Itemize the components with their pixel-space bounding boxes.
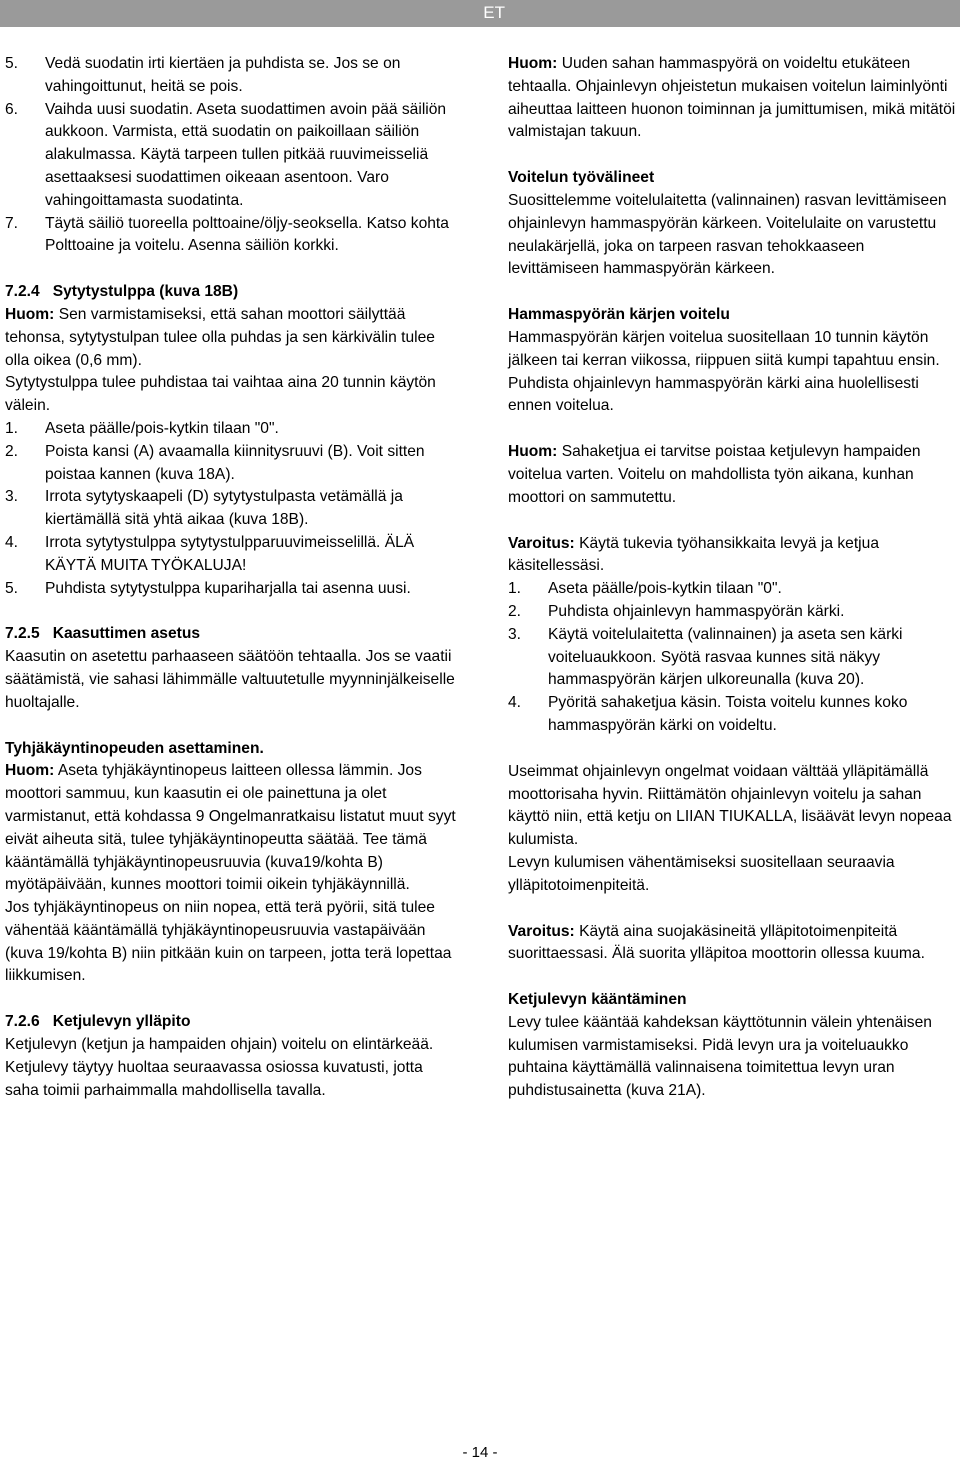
list-item: 2. Poista kansi (A) avaamalla kiinnitysruuvi (B). Voit sitten poistaa kannen (kuva 18A).	[5, 442, 425, 483]
paragraph: Sytytystulppa tulee puhdistaa tai vaihtaa aina 20 tunnin käytön välein.	[5, 374, 436, 415]
paragraph: Ketjulevyn (ketjun ja hampaiden ohjain) voitelu on elintärkeää. Ketjulevy täytyy huoltaa seuraavassa osiossa kuvatusti, jotta saha toimii parhaimmalla mahdollisella tavalla.	[5, 1036, 434, 1099]
warning: Varoitus: Käytä aina suojakäsineitä ylläpitotoimenpiteitä suorittaessasi. Älä suorita ylläpitoa moottorin ollessa kuuma.	[508, 922, 925, 963]
paragraph: Hammaspyörän kärjen voitelua suositellaan 10 tunnin käytön jälkeen tai kerran viikossa, riippuen siitä kumpi tapahtuu ensin. Puhdista ohjainlevyn hammaspyörän kärki aina huolellisesti ennen voitelua.	[508, 328, 940, 415]
paragraph: Levyn kulumisen vähentämiseksi suositellaan seuraavia ylläpitotoimenpiteitä.	[508, 853, 895, 894]
right-column	[508, 53, 956, 1103]
list-item: 2. Puhdista ohjainlevyn hammaspyörän kärki.	[508, 602, 845, 620]
paragraph: Jos tyhjäkäyntinopeus on niin nopea, että terä pyörii, sitä tulee vähentää kääntämällä tyhjäkäyntinopeusruuvia vastapäivään (kuva 19/kohta B) niin pitkään kuin on tarpeen, jotta terä lopettaa liikkumisen.	[5, 899, 452, 985]
steps-top	[5, 53, 460, 258]
list-item: 3. Irrota sytytyskaapeli (D) sytytystulpasta vetämällä ja kiertämällä sitä yhtä aikaa (kuva 18B).	[5, 488, 403, 529]
note: Huom: Sen varmistamiseksi, että sahan moottori säilyttää tehonsa, sytytystulpan tulee olla puhdas ja sen kärkivälin tulee olla oikea (0,6 mm).	[5, 305, 435, 369]
list-item: 3. Käytä voitelulaitetta (valinnainen) ja aseta sen kärki voiteluaukkoon. Syötä rasvaa kunnes sitä näkyy hammaspyörän kärjen ulkoreunalla (kuva 20).	[508, 625, 903, 689]
list-item: 1. Aseta päälle/pois-kytkin tilaan "0".	[5, 419, 279, 437]
subheading: Hammaspyörän kärjen voitelu	[508, 306, 730, 324]
list-item: 7. Täytä säiliö tuoreella polttoaine/öljy-seoksella. Katso kohta Polttoaine ja voitelu. Asenna säiliön korkki.	[5, 214, 449, 255]
paragraph: Useimmat ohjainlevyn ongelmat voidaan välttää ylläpitämällä moottorisaha hyvin. Riittämätön ohjainlevyn voitelu ja sahan käyttö niin, että ketju on LIIAN TIUKALLA, lisäävät levyn nopeaa kulumista.	[508, 762, 952, 849]
list-item: 5. Puhdista sytytystulppa kupariharjalla tai asenna uusi.	[5, 579, 411, 597]
steps-724	[5, 418, 460, 600]
list-item: 4. Pyöritä sahaketjua käsin. Toista voitelu kunnes koko hammaspyörän kärki on voideltu.	[508, 694, 908, 734]
section-heading-724: 7.2.4 Sytytystulppa (kuva 18B)	[5, 283, 239, 301]
subheading: Voitelun työvälineet	[508, 169, 655, 187]
note: Huom: Aseta tyhjäkäyntinopeus laitteen ollessa lämmin. Jos moottori sammuu, kun kaasutin ei ole painettuna ja olet varmistanut, että kohdassa 9 Ongelmanratkaisu listatut muut syyt eivät aiheuta sitä, tulee tyhjäkäyntinopeutta säätää. Tee tämä kääntämällä tyhjäkäyntinopeusruuvia (kuva19/kohta B) myötäpäivään, kunnes moottori toimii oikein tyhjäkäynnillä.	[5, 762, 456, 894]
subheading: Ketjulevyn kääntäminen	[508, 991, 687, 1009]
subheading: Tyhjäkäyntinopeuden asettaminen.	[5, 739, 264, 757]
list-item: 4. Irrota sytytystulppa sytytystulpparuuvimeisselillä. ÄLÄ KÄYTÄ MUITA TYÖKALUJA!	[5, 533, 415, 574]
page-number: - 14 -	[462, 1444, 498, 1461]
paragraph: Levy tulee kääntää kahdeksan käyttötunnin välein yhtenäisen kulumisen varmistamiseksi. Pidä levyn ura ja voiteluaukko puhtaina käyttämällä valinnaisena toimitettua levyn uran puhdistusainetta (kuva 21A).	[508, 1013, 932, 1100]
note: Huom: Uuden sahan hammaspyörä on voideltu etukäteen tehtaalla. Ohjainlevyn ohjeistetun mukaisen voitelun laiminlyönti aiheuttaa laitteen huonon toiminnan ja jumittumisen, mikä mitätöi valmistajan takuun.	[508, 55, 956, 141]
list-item: 5. Vedä suodatin irti kiertäen ja puhdista se. Jos se on vahingoittunut, heitä se pois.	[5, 55, 401, 95]
steps-right	[508, 578, 956, 738]
section-heading-726: 7.2.6 Ketjulevyn ylläpito	[5, 1013, 191, 1031]
list-item: 1. Aseta päälle/pois-kytkin tilaan "0".	[508, 580, 782, 598]
paragraph: Suosittelemme voitelulaitetta (valinnainen) rasvan levittämiseen ohjainlevyn hammaspyörän kärkeen. Voitelulaite on varustettu neulakärjellä, joka on tarpeen rasvan tehokkaaseen levittämiseen hammaspyörän kärkeen.	[508, 191, 947, 278]
paragraph: Kaasutin on asetettu parhaaseen säätöön tehtaalla. Jos se vaatii säätämistä, vie sahasi lähimmälle valtuutetulle myynninjälkeiselle huoltajalle.	[5, 648, 455, 711]
language-code: ET	[483, 3, 505, 22]
warning: Varoitus: Käytä tukevia työhansikkaita levyä ja ketjua käsitellessäsi.	[508, 534, 879, 575]
header-bar	[0, 0, 960, 27]
list-item: 6. Vaihda uusi suodatin. Aseta suodattimen avoin pää säiliön aukkoon. Varmista, että suodatin on paikoillaan säiliön alakulmassa. Käytä tarpeen tullen pitkää ruuvimeisseliä asettaaksesi suodattimen oikeaan asentoon. Varo vahingoittamasta suodatinta.	[5, 100, 447, 209]
section-heading-725: 7.2.5 Kaasuttimen asetus	[5, 625, 201, 643]
note: Huom: Sahaketjua ei tarvitse poistaa ketjulevyn hampaiden voitelua varten. Voitelu on mahdollista työn aikana, kunhan moottori on sammutettu.	[508, 443, 921, 506]
left-column	[5, 53, 460, 1102]
